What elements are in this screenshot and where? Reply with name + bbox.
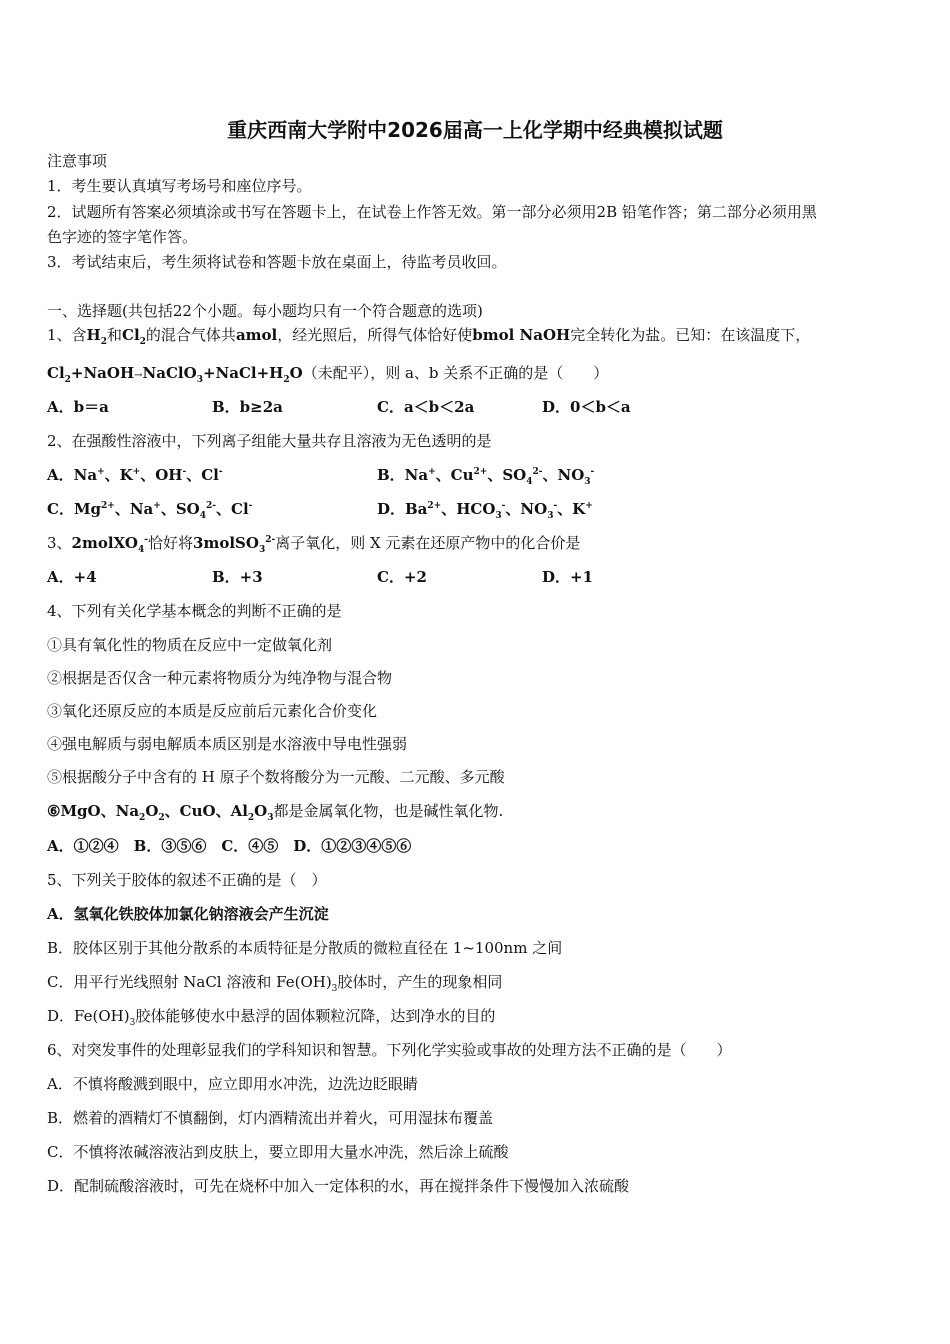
q2-option-d: D．$Ba^{2+}$、$HCO_3^-$、$NO_3^-$、K+: [377, 500, 593, 521]
question-2-stem: 2、在强酸性溶液中，下列离子组能大量共存且溶液为无色透明的是: [47, 432, 492, 450]
q1-option-b: B．b≥2a: [212, 398, 283, 416]
section-heading: 一、选择题(共包括22个小题。每小题均只有一个符合题意的选项): [47, 302, 483, 320]
q4-item: ⑤根据酸分子中含有的 H 原子个数将酸分为一元酸、二元酸、多元酸: [47, 768, 505, 786]
q4-item: ⑥MgO、$Na_2O_2$、CuO、$Al_2O_3$都是金属氧化物，也是碱性氧化物.: [47, 802, 504, 823]
q6-option-d: D．配制硫酸溶液时，可先在烧杯中加入一定体积的水，再在搅拌条件下慢慢加入浓硫酸: [47, 1177, 630, 1195]
question-5-stem: 5、下列关于胶体的叙述不正确的是（ ）: [47, 871, 327, 889]
page-title: 重庆西南大学附中2026届高一上化学期中经典模拟试题: [227, 118, 723, 142]
question-3-stem: 3、2molXO$_4$-恰好将3molSO$_3^{2-}$离子氧化，则 X 元素在还原产物中的化合价是: [47, 534, 581, 555]
q3-option-a: A．+4: [47, 568, 97, 586]
question-1-equation: $Cl_2+NaOH\to NaClO_3+NaCl+H_2O$（未配平），则 a、b 关系不正确的是（ ）: [47, 364, 609, 385]
q1-option-d: D．0＜b＜a: [542, 398, 631, 416]
question-1-stem: 1、含$H_2$和$Cl_2$的混合气体共amol，经光照后，所得气体恰好使bmol NaOH完全转化为盐。已知：在该温度下，: [47, 326, 811, 347]
q4-item: ③氧化还原反应的本质是反应前后元素化合价变化: [47, 702, 378, 720]
question-6-stem: 6、对突发事件的处理彰显我们的学科知识和智慧。下列化学实验或事故的处理方法不正确的是（ ）: [47, 1041, 732, 1059]
q4-options: A．①②④ B．③⑤⑥ C．④⑤ D．①②③④⑤⑥: [47, 837, 412, 855]
q5-option-d: D．$Fe(OH)_3$胶体能够使水中悬浮的固体颗粒沉降，达到净水的目的: [47, 1007, 496, 1028]
q3-option-c: C．+2: [377, 568, 427, 586]
q5-option-a: A．氢氧化铁胶体加氯化钠溶液会产生沉淀: [47, 905, 329, 923]
q6-option-b: B．燃着的酒精灯不慎翻倒，灯内酒精流出并着火，可用湿抹布覆盖: [47, 1109, 494, 1127]
q5-option-c: C．用平行光线照射 NaCl 溶液和 $Fe(OH)_3$胶体时，产生的现象相同: [47, 973, 503, 994]
q6-option-c: C．不慎将浓碱溶液沾到皮肤上，要立即用大量水冲洗，然后涂上硫酸: [47, 1143, 509, 1161]
q4-item: ①具有氧化性的物质在反应中一定做氧化剂: [47, 636, 333, 654]
notice-item: 2．试题所有答案必须填涂或书写在答题卡上，在试卷上作答无效。第一部分必须用2B 铅笔作答；第二部分必须用黑: [47, 203, 817, 221]
q3-option-b: B．+3: [212, 568, 263, 586]
question-4-stem: 4、下列有关化学基本概念的判断不正确的是: [47, 602, 342, 620]
q4-item: ④强电解质与弱电解质本质区别是水溶液中导电性强弱: [47, 735, 408, 753]
q2-option-a: A．Na+、K+、OH-、Cl-: [47, 466, 223, 484]
notice-item: 1．考生要认真填写考场号和座位序号。: [47, 177, 312, 195]
q1-option-a: A．b＝a: [47, 398, 109, 416]
q4-item: ②根据是否仅含一种元素将物质分为纯净物与混合物: [47, 669, 393, 687]
notice-item: 色字迹的签字笔作答。: [47, 228, 198, 246]
q6-option-a: A．不慎将酸溅到眼中，应立即用水冲洗，边洗边眨眼睛: [47, 1075, 418, 1093]
notice-item: 3．考试结束后，考生须将试卷和答题卡放在桌面上，待监考员收回。: [47, 253, 507, 271]
q2-option-b: B．Na+、$Cu^{2+}$、$SO_4^{2-}$、$NO_3^-$: [377, 466, 595, 487]
notice-heading: 注意事项: [47, 152, 108, 170]
q5-option-b: B．胶体区别于其他分散系的本质特征是分散质的微粒直径在 1~100nm 之间: [47, 939, 563, 957]
q3-option-d: D．+1: [542, 568, 594, 586]
q1-option-c: C．a＜b＜2a: [377, 398, 475, 416]
q2-option-c: C．$Mg^{2+}$、Na+、$SO_4^{2-}$、Cl-: [47, 500, 253, 521]
